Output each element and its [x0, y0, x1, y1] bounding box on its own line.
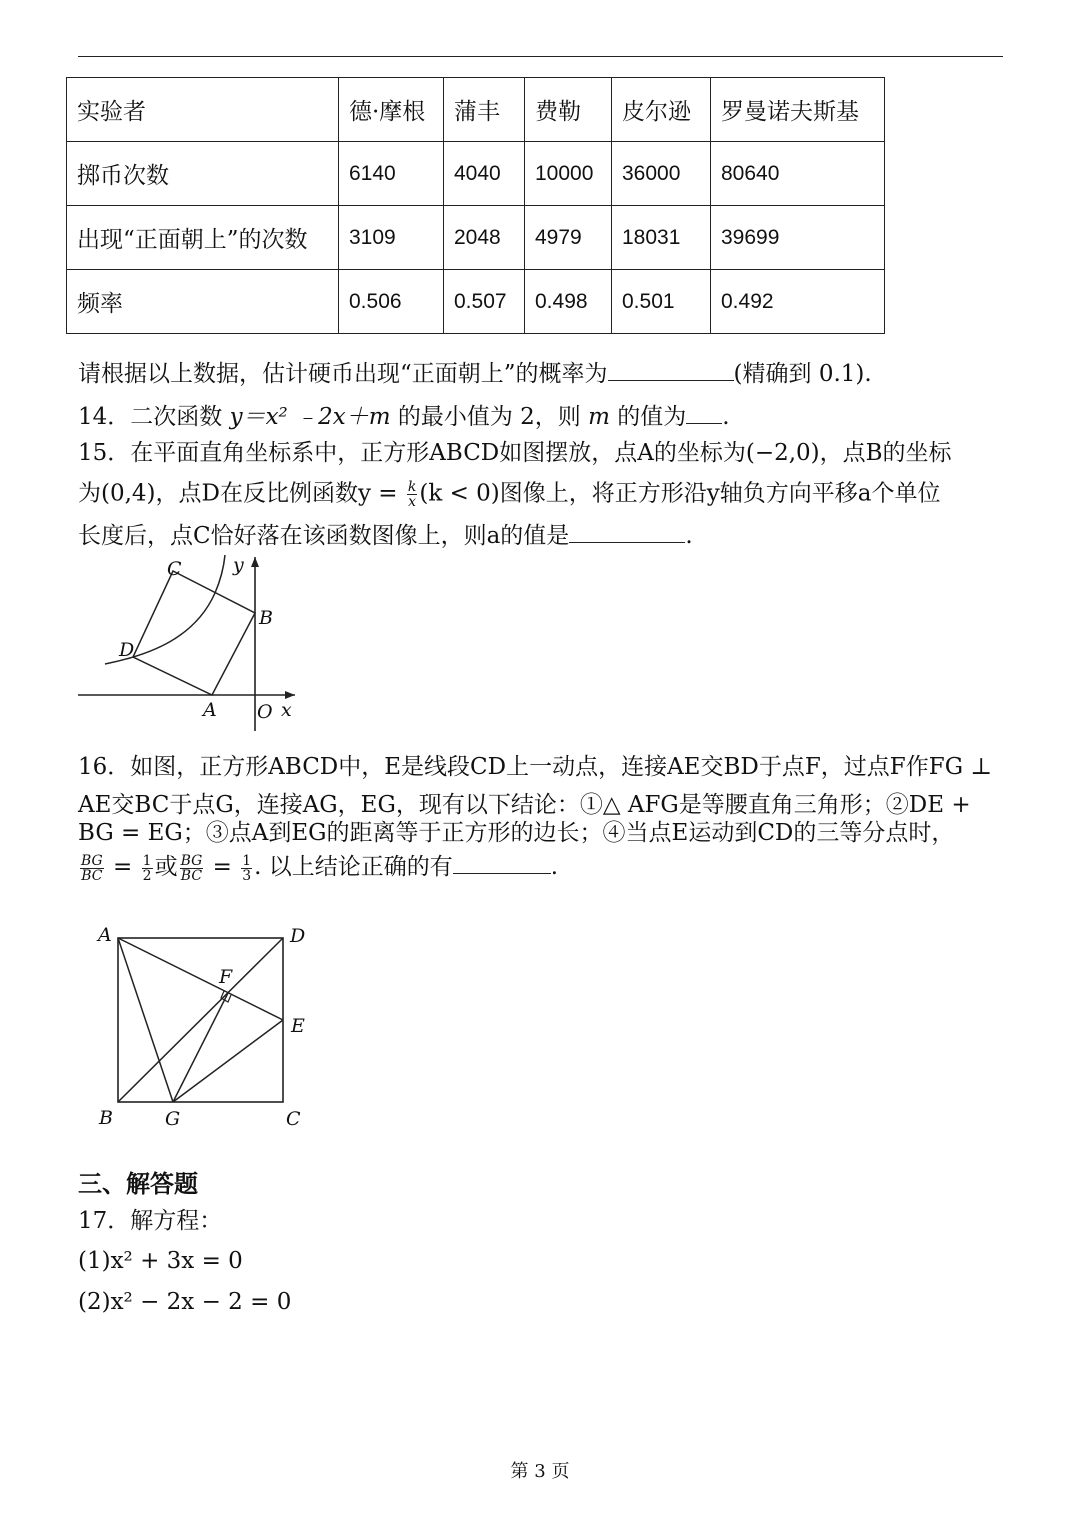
section-title: 三、解答题: [78, 1169, 198, 1198]
fraction-one-third: [241, 854, 252, 883]
table-row: [67, 78, 885, 142]
fraction-denominator: 2: [142, 867, 152, 884]
label-y: y: [233, 554, 244, 576]
table-row: [67, 206, 885, 270]
table-cell: 80640: [711, 142, 885, 206]
fraction-denominator: 3: [242, 867, 252, 884]
q15-end: .: [685, 523, 693, 549]
segment-ag: [118, 938, 173, 1102]
q15-line-3: [78, 520, 693, 548]
answer-blank[interactable]: [453, 851, 551, 874]
answer-blank[interactable]: [686, 401, 722, 424]
q15-text: (k < 0)图像上，将正方形沿y轴负方向平移a个单位: [419, 480, 941, 507]
q15-text: 为(0,4)，点D在反比例函数y =: [78, 480, 405, 507]
q14-expression: y＝x² ﹣2x＋m: [229, 404, 391, 430]
label-G: G: [165, 1108, 181, 1130]
table-cell: 6140: [339, 142, 444, 206]
x-axis-arrow: [285, 691, 295, 699]
table-row: [67, 142, 885, 206]
q14-number: 14．: [78, 404, 131, 430]
table-cell: 10000: [525, 142, 612, 206]
fraction-denominator: BC: [180, 867, 203, 884]
table-cell: 0.492: [711, 270, 885, 334]
q17-part-2: (2)x² − 2x − 2 = 0: [78, 1289, 292, 1315]
q16-line-2: AE交BC于点G，连接AG，EG，现有以下结论：①△ AFG是等腰直角三角形；②DE +: [78, 792, 971, 818]
q15-figure: [75, 553, 315, 733]
fraction-numerator: BG: [180, 852, 203, 869]
diagonal-bd: [118, 938, 283, 1102]
segment-ge: [173, 1020, 283, 1102]
answer-blank[interactable]: [608, 358, 734, 381]
segment-fg: [173, 993, 228, 1102]
table-cell: 掷币次数: [67, 142, 339, 206]
label-C: C: [286, 1108, 301, 1130]
label-E: E: [291, 1015, 305, 1037]
q14-text: 的值为: [609, 404, 687, 430]
segment-ae: [118, 938, 283, 1020]
label-B: B: [259, 607, 273, 629]
label-A: A: [98, 924, 112, 946]
table-cell: 频率: [67, 270, 339, 334]
q13-precision: (精确到 0.1).: [733, 361, 872, 387]
q14-text: 二次函数: [130, 404, 230, 430]
label-D: D: [119, 639, 135, 661]
fraction-denominator: BC: [81, 867, 103, 884]
label-F: F: [219, 966, 233, 988]
fraction-one-half: [142, 854, 153, 883]
page-number: 第 3 页: [510, 1461, 570, 1482]
q15-line-1: 15．在平面直角坐标系中，正方形ABCD如图摆放，点A的坐标为(−2,0)，点B的坐标: [78, 440, 952, 466]
header-rule: [78, 56, 1003, 57]
equals-sign: =: [105, 854, 140, 880]
q16-line-1: 16．如图，正方形ABCD中，E是线段CD上一动点，连接AE交BD于点F，过点F作FG ⊥: [78, 754, 993, 780]
fraction-numerator: k: [407, 479, 417, 495]
table-cell: 4979: [525, 206, 612, 270]
fraction-denominator: x: [408, 494, 417, 510]
y-axis-arrow: [251, 557, 259, 567]
q17-part-1: (1)x² + 3x = 0: [78, 1248, 243, 1274]
table-cell: 2048: [444, 206, 525, 270]
table-cell: 0.506: [339, 270, 444, 334]
table-cell: 皮尔逊: [612, 78, 711, 142]
square-abcd: [133, 571, 255, 695]
q16-line-4: [78, 851, 558, 883]
q15-text: 长度后，点C恰好落在该函数图像上，则a的值是: [78, 523, 570, 549]
label-C: C: [167, 558, 182, 580]
q17-title: 17．解方程：: [78, 1208, 223, 1234]
fraction-bg-bc: [180, 854, 204, 883]
coin-toss-table: [66, 77, 885, 334]
q16-figure: [95, 922, 335, 1132]
q16-or: 或: [154, 854, 178, 880]
label-A: A: [203, 699, 217, 721]
table-cell: 36000: [612, 142, 711, 206]
table-cell: 18031: [612, 206, 711, 270]
label-x: x: [281, 699, 292, 721]
q14-end: .: [722, 404, 730, 430]
table-cell: 蒲丰: [444, 78, 525, 142]
table-cell: 罗曼诺夫斯基: [711, 78, 885, 142]
fraction-numerator: 1: [142, 852, 152, 869]
fraction-bg-bc: [80, 854, 104, 883]
q14-variable: m: [588, 404, 610, 430]
q16-text: . 以上结论正确的有: [254, 854, 453, 880]
q16-line-3: BG = EG；③点A到EG的距离等于正方形的边长；④当点E运动到CD的三等分点时，: [78, 820, 955, 846]
table-cell: 0.498: [525, 270, 612, 334]
answer-blank[interactable]: [569, 520, 685, 543]
fraction-numerator: BG: [81, 852, 103, 869]
table-cell: 3109: [339, 206, 444, 270]
q16-end: .: [550, 854, 559, 880]
table-row: [67, 270, 885, 334]
label-B: B: [99, 1107, 113, 1129]
table-cell: 出现“正面朝上”的次数: [67, 206, 339, 270]
q14-text: 的最小值为 2，则: [390, 404, 589, 430]
table-cell: 费勒: [525, 78, 612, 142]
label-D: D: [290, 925, 306, 947]
table-cell: 4040: [444, 142, 525, 206]
equals-sign: =: [205, 854, 240, 880]
table-cell: 实验者: [67, 78, 339, 142]
question-14: [78, 401, 730, 429]
q13-prompt: [78, 358, 872, 386]
q15-line-2: [78, 480, 940, 509]
table-cell: 0.501: [612, 270, 711, 334]
label-O: O: [257, 701, 273, 723]
fraction-numerator: 1: [242, 852, 252, 869]
fraction-k-over-x: [407, 480, 417, 509]
table-cell: 0.507: [444, 270, 525, 334]
q13-text: 请根据以上数据，估计硬币出现“正面朝上”的概率为: [78, 361, 608, 387]
table-cell: 39699: [711, 206, 885, 270]
table-cell: 德·摩根: [339, 78, 444, 142]
